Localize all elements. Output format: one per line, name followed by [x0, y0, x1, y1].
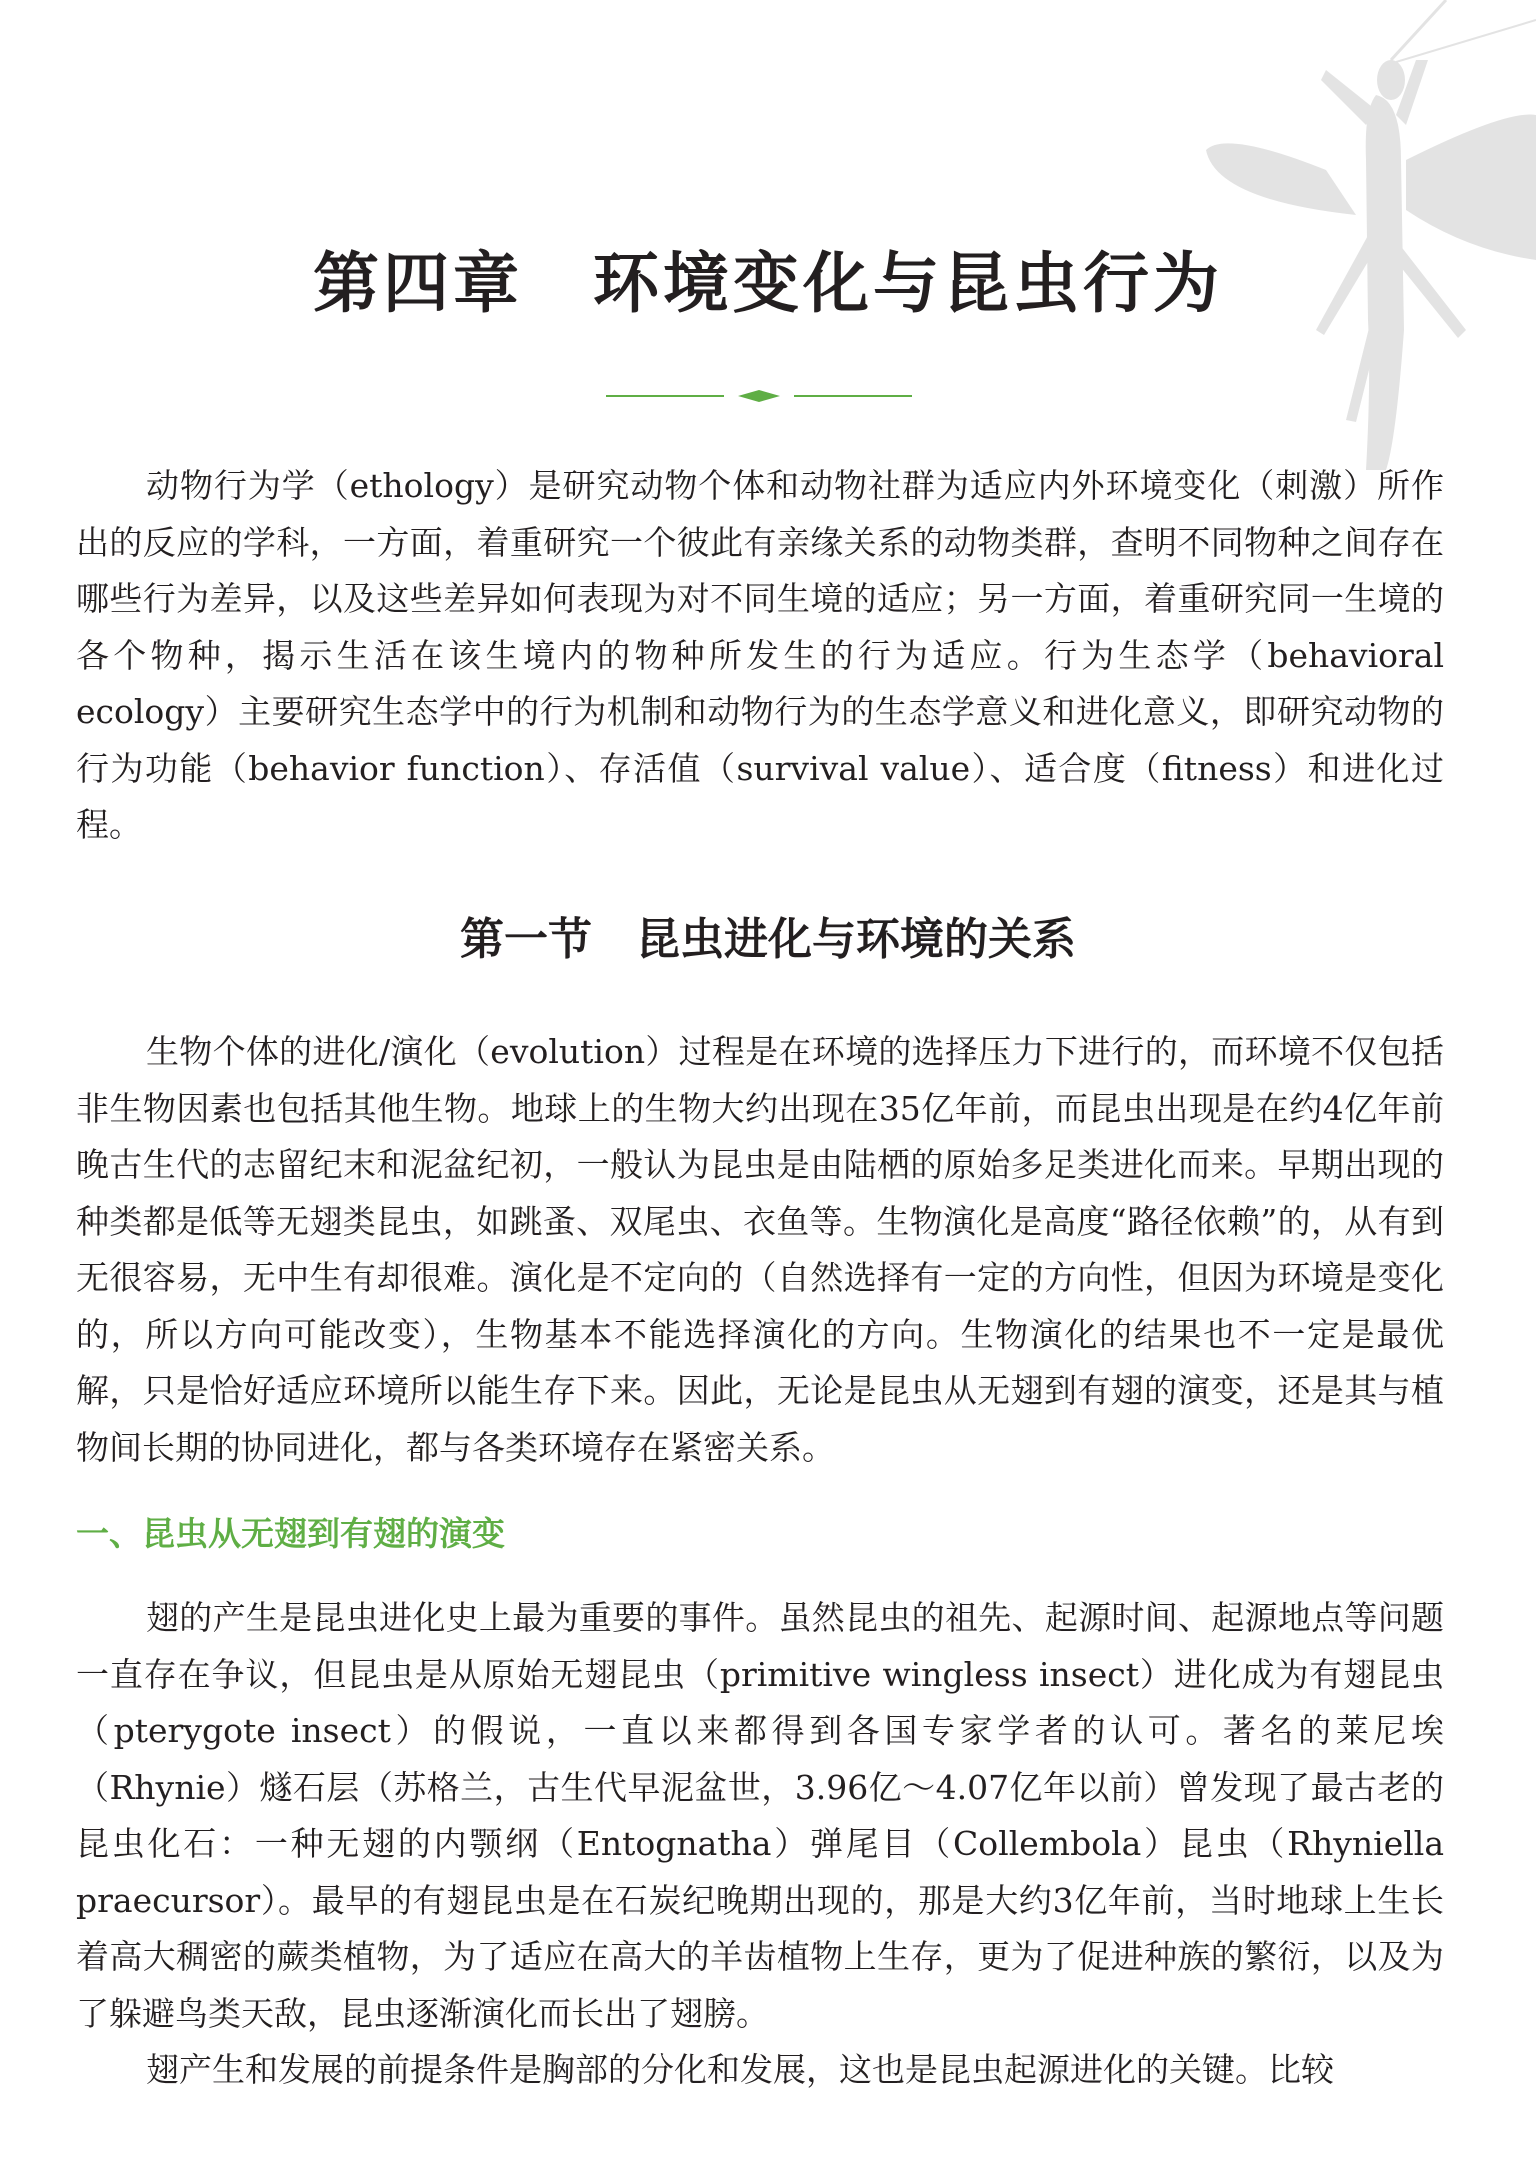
section-number: 第一节 [460, 914, 592, 965]
chapter-number: 第四章 [313, 244, 523, 322]
intro-paragraph: 动物行为学（ethology）是研究动物个体和动物社群为适应内外环境变化（刺激）所作出的反应的学科，一方面，着重研究一个彼此有亲缘关系的动物类群，查明不同物种之间存在哪些行为差异，以及这些差异如何表现为对不同生境的适应；另一方面，着重研究同一生境的各个物种，揭示生活在该生境内的物种所发生的行为适应。行为生态学（behavioral ecology）主要研究生态学中的行为机制和动物行为的生态学意义和进化意义，即研究动物的行为功能（behavior function）、存活值（survival value）、适合度（fitness）和进化过程。 [76, 466, 1444, 844]
section-name: 昆虫进化与环境的关系 [636, 914, 1076, 965]
wings-paragraph-2: 翅产生和发展的前提条件是胸部的分化和发展，这也是昆虫起源进化的关键。比较 [146, 2050, 1334, 2089]
section1-paragraph: 生物个体的进化/演化（evolution）过程是在环境的选择压力下进行的，而环境不仅包括非生物因素也包括其他生物。地球上的生物大约出现在35亿年前，而昆虫出现是在约4亿年前晚古生代的志留纪末和泥盆纪初，一般认为昆虫是由陆栖的原始多足类进化而来。早期出现的种类都是低等无翅类昆虫，如跳蚤、双尾虫、衣鱼等。生物演化是高度“路径依赖”的，从有到无很容易，无中生有却很难。演化是不定向的（自然选择有一定的方向性，但因为环境是变化的，所以方向可能改变），生物基本不能选择演化的方向。生物演化的结果也不一定是最优解，只是恰好适应环境所以能生存下来。因此，无论是昆虫从无翅到有翅的演变，还是其与植物间长期的协同进化，都与各类环境存在紧密关系。 [76, 1032, 1444, 1467]
section-title [0, 908, 1536, 972]
chapter-name: 环境变化与昆虫行为 [593, 244, 1223, 322]
wings-paragraph-1: 翅的产生是昆虫进化史上最为重要的事件。虽然昆虫的祖先、起源时间、起源地点等问题一直存在争议，但昆虫是从原始无翅昆虫（primitive wingless insect）进化成为有翅昆虫（pterygote insect）的假说，一直以来都得到各国专家学者的认可。著名的莱尼埃（Rhynie）燧石层（苏格兰，古生代早泥盆世，3.96亿～4.07亿年以前）曾发现了最古老的昆虫化石：一种无翅的内颚纲（Entognatha）弹尾目（Collembola）昆虫（Rhyniella praecursor）。最早的有翅昆虫是在石炭纪晚期出现的，那是大约3亿年前，当时地球上生长着高大稠密的蕨类植物，为了适应在高大的羊齿植物上生存，更为了促进种族的繁衍，以及为了躲避鸟类天敌，昆虫逐渐演化而长出了翅膀。 [76, 1598, 1444, 2033]
title-divider [606, 388, 912, 404]
chapter-title [0, 230, 1536, 325]
subsection-heading: 一、昆虫从无翅到有翅的演变 [76, 1514, 505, 1553]
